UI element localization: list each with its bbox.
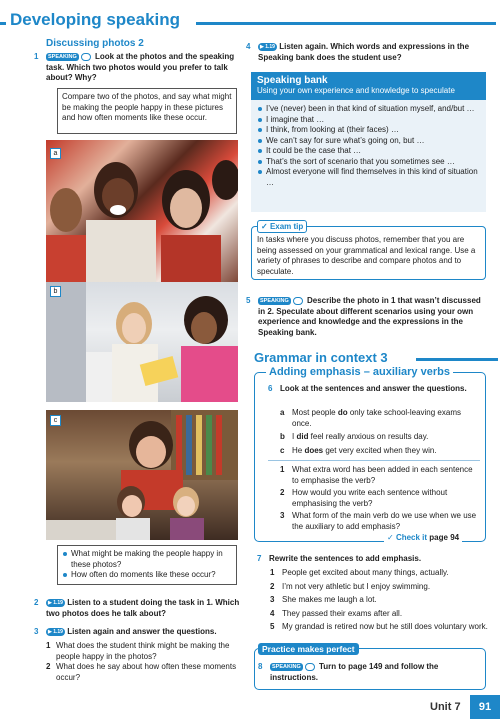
- practice-label: Practice makes perfect: [258, 643, 359, 655]
- question-7: [257, 554, 487, 565]
- page-header: [0, 10, 500, 36]
- speaking-bank: [251, 72, 486, 212]
- list-item: [270, 622, 495, 633]
- item-text: They passed their exams after all.: [282, 608, 403, 618]
- q4-text: Listen again. Which words and expressions in the Speaking bank does the student use?: [258, 42, 470, 62]
- pairwork-icon: [293, 297, 303, 305]
- photo-question-1: What might be making the people happy in these photos?: [62, 549, 232, 570]
- list-item: We can’t say for sure what’s going on, but …: [257, 136, 480, 147]
- item-number: 1: [280, 465, 285, 474]
- list-item: [270, 595, 495, 606]
- sentence-text: He: [292, 445, 305, 455]
- item-letter: b: [280, 432, 285, 441]
- page-number: 91: [470, 695, 500, 719]
- grammar-rule: [416, 358, 498, 361]
- photo-label-c: c: [50, 415, 61, 426]
- q3-number: 3: [34, 627, 39, 636]
- grammar-subtitle: Adding emphasis – auxiliary verbs: [266, 366, 453, 378]
- exam-tip-label: [257, 220, 307, 233]
- q6-questions: [280, 465, 478, 534]
- item-number: 2: [270, 581, 275, 591]
- check-it-label: Check it: [395, 533, 428, 542]
- item-number: 2: [46, 662, 51, 671]
- item-number: 1: [270, 568, 275, 577]
- pairwork-icon: [305, 663, 315, 671]
- audio-track-number: 1.19: [53, 628, 63, 635]
- emphasis-word: did: [296, 432, 309, 441]
- speaking-bank-title: Speaking bank: [257, 75, 328, 86]
- header-rule-left: [0, 22, 6, 25]
- section-title: Discussing photos 2: [46, 38, 144, 49]
- divider: [268, 460, 480, 461]
- item-text: What does the student think might be making the people happy in the photos?: [56, 641, 230, 661]
- speaking-bank-list: [251, 100, 486, 188]
- speaking-badge: SPEAKING: [48, 53, 77, 60]
- list-item: That’s the sort of scenario that you sometimes see …: [257, 157, 480, 168]
- question-5: [246, 296, 484, 338]
- list-item: [280, 488, 478, 509]
- photo-question-2: How often do moments like these occur?: [62, 570, 232, 581]
- list-item: I’ve (never) been in that kind of situation myself, and/but …: [257, 104, 480, 115]
- list-item: I think, from looking at (their faces) …: [257, 125, 480, 136]
- item-number: 5: [270, 622, 275, 631]
- photo-a-figures: [46, 140, 238, 286]
- item-letter: a: [280, 408, 285, 417]
- list-item: [280, 408, 480, 429]
- question-3: [34, 627, 244, 638]
- item-text: My grandad is retired now but he still does voluntary work.: [282, 622, 488, 631]
- item-text: People get excited about many things, actually.: [282, 568, 449, 577]
- photo-b-students: [46, 282, 238, 402]
- q8-number: 8: [258, 662, 263, 671]
- check-icon: ✓: [261, 222, 268, 231]
- unit-label: Unit 7: [430, 701, 461, 713]
- exam-tip-text: In tasks where you discuss photos, remember that you are being assessed on your grammatical and lexical range. Use a variety of phrases to describe and compare photos and to speculate.: [257, 235, 476, 276]
- emphasis-word: does: [304, 445, 324, 455]
- grammar-title: Grammar in context 3: [254, 350, 388, 365]
- sentence-text: only take school-leaving exams once.: [292, 408, 461, 428]
- question-6: [268, 384, 480, 395]
- sentence-text: get very excited when they win.: [323, 445, 437, 455]
- question-4: [246, 42, 484, 63]
- q2-number: 2: [34, 598, 39, 607]
- q6-text: Look at the sentences and answer the questions.: [280, 384, 467, 393]
- question-8: [258, 662, 480, 683]
- q1-text: Look at the photos and the speaking task. Which two photos would you prefer to talk about? Why?: [46, 52, 235, 82]
- item-text: What does he say about how often these moments occur?: [56, 662, 237, 682]
- list-item: [46, 641, 246, 662]
- photo-b-figures: [46, 282, 238, 402]
- speaking-bank-header: [251, 72, 486, 100]
- speaking-task-box: Compare two of the photos, and say what might be making the people happy in these pictures and how often moments like these occur.: [57, 88, 237, 134]
- list-item: It could be the case that …: [257, 146, 480, 157]
- q2-text: Listen to a student doing the task in 1. Which two photos does he talk about?: [46, 598, 240, 618]
- question-2: [34, 598, 244, 619]
- header-rule: [196, 22, 496, 25]
- list-item: [280, 511, 478, 532]
- list-item: [270, 568, 495, 579]
- q6-number: 6: [268, 384, 273, 393]
- sentence-text: Most people: [292, 408, 338, 417]
- photo-label-a: a: [50, 148, 61, 159]
- pairwork-icon: [81, 53, 91, 61]
- list-item: [280, 432, 480, 443]
- list-item: [270, 609, 495, 620]
- audio-track-number: 1.19: [53, 599, 63, 606]
- q8-text: Turn to page 149 and follow the instructions.: [270, 662, 439, 682]
- photo-c-family: [46, 410, 238, 540]
- list-item: [280, 446, 480, 457]
- speaking-badge: SPEAKING: [260, 297, 289, 304]
- item-number: 2: [280, 488, 285, 497]
- question-1: [34, 52, 242, 84]
- item-text: I’m not very athletic but I enjoy swimming.: [282, 581, 431, 591]
- page-title: Developing speaking: [10, 10, 181, 29]
- audio-track-icon[interactable]: ▶ 1.19: [48, 628, 63, 635]
- check-it-page: page 94: [429, 533, 460, 542]
- check-icon: ✓: [387, 533, 394, 542]
- audio-track-number: 1.19: [265, 43, 275, 50]
- q4-number: 4: [246, 42, 251, 51]
- q7-number: 7: [257, 554, 262, 563]
- emphasis-word: do: [337, 408, 348, 417]
- sentence-text: I: [292, 432, 297, 441]
- q7-text: Rewrite the sentences to add emphasis.: [269, 554, 422, 563]
- item-letter: c: [280, 445, 285, 455]
- list-item: I imagine that …: [257, 115, 480, 126]
- list-item: [46, 662, 246, 683]
- item-text: She makes me laugh a lot.: [282, 595, 377, 604]
- item-text: What extra word has been added in each sentence to emphasise the verb?: [292, 465, 473, 485]
- list-item: [280, 465, 478, 486]
- q3-items: [46, 641, 246, 683]
- exam-tip-label-text: Exam tip: [269, 222, 304, 231]
- item-number: 3: [280, 511, 285, 520]
- photo-c-figures: [46, 410, 238, 540]
- photo-label-b: b: [50, 286, 61, 297]
- sentence-text: feel really anxious on results day.: [308, 432, 429, 441]
- list-item: [270, 582, 495, 593]
- audio-track-icon[interactable]: ▶ 1.19: [48, 599, 63, 606]
- page-footer: [0, 695, 500, 727]
- photo-a-celebration: [46, 140, 238, 286]
- item-text: How would you write each sentence without emphasising the verb?: [292, 488, 448, 508]
- photo-questions-box: [57, 545, 237, 585]
- audio-track-icon[interactable]: ▶ 1.19: [260, 43, 275, 50]
- check-it-link[interactable]: [384, 533, 462, 544]
- speaking-bank-subtitle: Using your own experience and knowledge to speculate: [257, 86, 455, 95]
- item-number: 4: [270, 608, 275, 618]
- exam-tip-box: [251, 222, 486, 280]
- q5-text: Describe the photo in 1 that wasn’t discussed in 2. Speculate about different scenarios using your own experience and knowledge and the expressions in the Speaking bank.: [258, 296, 481, 337]
- q3-text: Listen again and answer the questions.: [67, 627, 217, 636]
- q1-number: 1: [34, 52, 39, 61]
- item-number: 3: [270, 595, 275, 604]
- q5-number: 5: [246, 296, 251, 305]
- item-text: What form of the main verb do we use when we use the auxiliary to add emphasis?: [292, 511, 477, 531]
- speaking-badge: SPEAKING: [272, 663, 301, 670]
- q7-items: [270, 568, 495, 636]
- list-item: Almost everyone will find themselves in this kind of situation …: [257, 167, 480, 188]
- q6-sentences: [280, 408, 480, 459]
- item-number: 1: [46, 641, 51, 650]
